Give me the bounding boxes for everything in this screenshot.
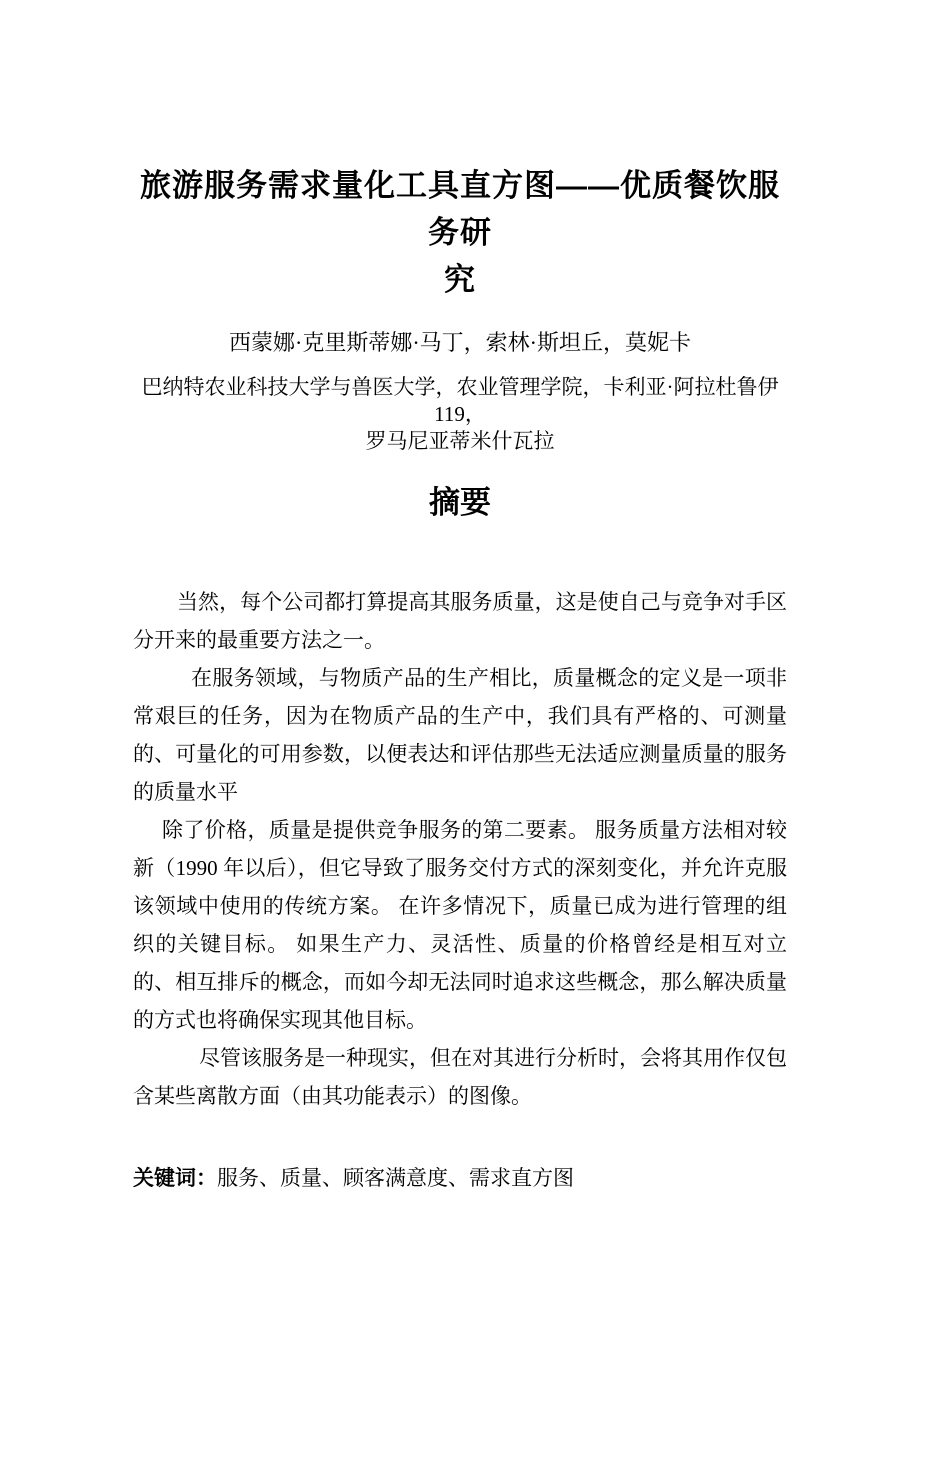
page-title-line-1: 旅游服务需求量化工具直方图——优质餐饮服务研 — [140, 168, 780, 250]
affiliation — [133, 374, 787, 455]
authors-line: 西蒙娜·克里斯蒂娜·马丁，索林·斯坦丘，莫妮卡 — [229, 330, 691, 355]
page-title-line-2: 究 — [444, 262, 476, 297]
affiliation-line-1: 巴纳特农业科技大学与兽医大学，农业管理学院，卡利亚·阿拉杜鲁伊 119， — [141, 375, 779, 426]
abstract-paragraph-3: 除了价格，质量是提供竞争服务的第二要素。 服务质量方法相对较新（1990 年以后），但它导致了服务交付方式的深刻变化，并允许克服该领域中使用的传统方案。 在许多情况下，质量已成为进行管理的组织的关键目标。 如果生产力、灵活性、质量的价格曾经是相互对立的、相互排斥的概念，而如今却无法同时追求这些概念，那么解决质量的方式也将确保实现其他目标。 — [133, 818, 787, 1032]
abstract-paragraph-2: 在服务领域，与物质产品的生产相比，质量概念的定义是一项非常艰巨的任务，因为在物质产品的生产中，我们具有严格的、可测量的、可量化的可用参数，以便表达和评估那些无法适应测量质量的服务的质量水平 — [133, 666, 787, 804]
abstract-heading: 摘要 — [429, 485, 491, 520]
abstract-paragraph-1: 当然，每个公司都打算提高其服务质量，这是使自己与竞争对手区分开来的最重要方法之一。 — [133, 590, 787, 652]
keywords-line — [133, 1163, 787, 1194]
page-title — [133, 162, 787, 303]
abstract-body — [133, 583, 787, 1115]
document-page — [0, 162, 926, 1471]
keywords-label: 关键词： — [133, 1167, 217, 1190]
affiliation-line-2: 罗马尼亚蒂米什瓦拉 — [365, 429, 555, 453]
abstract-paragraph-4: 尽管该服务是一种现实，但在对其进行分析时，会将其用作仅包含某些离散方面（由其功能表示）的图像。 — [133, 1046, 787, 1108]
keywords-text: 服务、质量、顾客满意度、需求直方图 — [217, 1166, 574, 1190]
